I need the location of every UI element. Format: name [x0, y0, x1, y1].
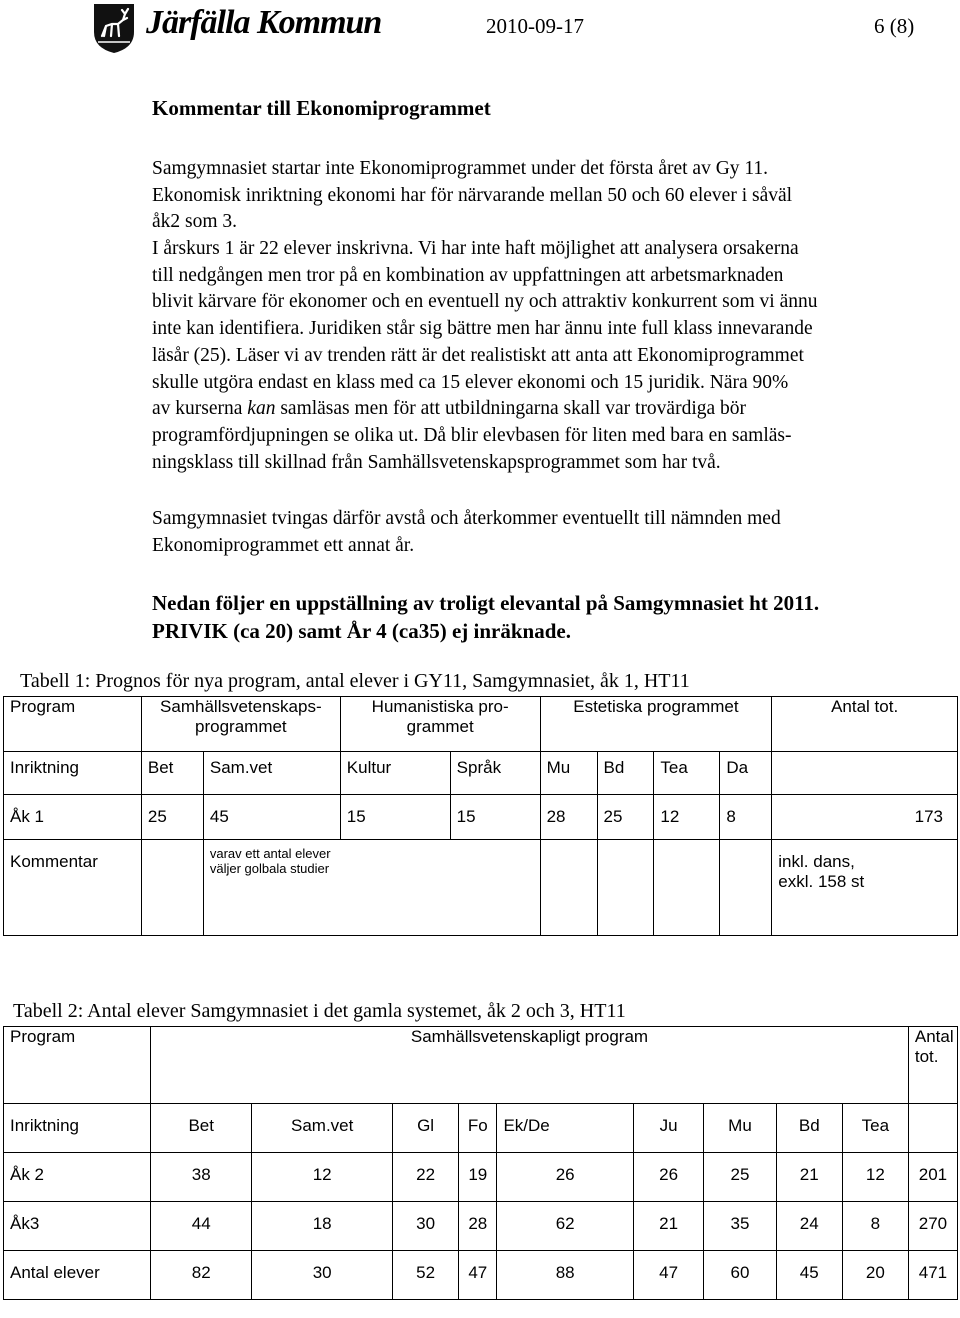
table-cell [340, 697, 540, 752]
table1-inriktning-row [4, 752, 958, 795]
table-cell-text: 18 [312, 1214, 332, 1233]
text-line: blivit kärvare för ekonomer och en eventuell ny och attraktiv konkurrent som vi ännu [152, 291, 818, 313]
table-cell [151, 1251, 252, 1300]
table-cell-text: 44 [191, 1214, 211, 1233]
table-cell [908, 1104, 957, 1153]
table-cell-text: Ju [659, 1116, 678, 1135]
table-cell [776, 1153, 842, 1202]
table-cell [252, 1104, 393, 1153]
table-cell-text: 45 [799, 1263, 819, 1282]
table-cell-text: 26 [659, 1165, 679, 1184]
table-cell [776, 1104, 842, 1153]
table-cell-text: Ek/De [503, 1116, 550, 1135]
table-cell-text: Tea [660, 758, 688, 777]
table-cell-text: Fo [467, 1116, 488, 1135]
table2-caption: Tabell 2: Antal elever Samgymnasiet i det gamla systemet, åk 2 och 3, HT11 [13, 1000, 626, 1022]
table-cell [842, 1153, 908, 1202]
table-cell-text: Bd [603, 758, 625, 777]
table-cell [720, 840, 772, 936]
document-date: 2010-09-17 [486, 14, 584, 38]
table-cell [393, 1202, 459, 1251]
table-cell-text: 25 [147, 807, 167, 826]
table-cell [540, 795, 597, 840]
table-cell-text: programmet [195, 717, 287, 736]
page-header [0, 0, 960, 60]
table-cell-text: 12 [660, 807, 680, 826]
table-cell-text: 15 [346, 807, 366, 826]
table-cell [776, 1202, 842, 1251]
table-cell [772, 840, 958, 936]
table-cell-text: 8 [870, 1214, 881, 1233]
table-cell-text: Sam.vet [209, 758, 273, 777]
table1-ak1-row [4, 795, 958, 840]
table-cell-text: grammet [406, 717, 474, 736]
table-cell-text: inkl. dans, [778, 852, 855, 871]
table-cell-text: 47 [468, 1263, 488, 1282]
table-cell [4, 1153, 151, 1202]
table-cell-text: Inriktning [10, 758, 79, 777]
page-number: 6 (8) [874, 14, 915, 38]
table-cell [597, 752, 654, 795]
table-cell-text: 25 [730, 1165, 750, 1184]
table-cell [393, 1153, 459, 1202]
table-cell-text: 15 [456, 807, 476, 826]
text-line: Samgymnasiet startar inte Ekonomiprogrammet under det första året av Gy 11. [152, 158, 769, 179]
table-cell-text: Antal [914, 1027, 954, 1046]
table-cell-text: Åk 2 [10, 1165, 45, 1184]
table-cell [151, 1104, 252, 1153]
table-cell-text: Kommentar [10, 852, 98, 871]
table-cell-text: Mu [728, 1116, 752, 1135]
table-cell [340, 795, 450, 840]
table-cell [497, 1202, 633, 1251]
table-cell [4, 752, 142, 795]
table-cell [151, 1202, 252, 1251]
table-cell [141, 697, 340, 752]
table-cell [459, 1251, 497, 1300]
bold-note-line: Nedan följer en uppställning av troligt elevantal på Samgymnasiet ht 2011. [152, 591, 820, 615]
table-cell-text: 60 [730, 1263, 750, 1282]
text-line: Ekonomiprogrammet ett annat år. [152, 534, 415, 556]
table-cell [908, 1027, 957, 1104]
table-cell [151, 1153, 252, 1202]
table-cell [4, 1104, 151, 1153]
text-line: Ekonomisk inriktning ekonomi har för närvarande mellan 50 och 60 elever i såväl [152, 184, 793, 206]
table-cell [540, 752, 597, 795]
table-cell [908, 1202, 957, 1251]
table-cell [776, 1251, 842, 1300]
table-cell-text: 20 [865, 1263, 885, 1282]
table-cell: Samhällsvetenskapligt program [151, 1027, 909, 1104]
table2 [3, 1026, 958, 1300]
table-cell-text: 26 [555, 1165, 575, 1184]
table-cell [704, 1251, 776, 1300]
table-cell [540, 840, 597, 936]
table-cell [4, 1251, 151, 1300]
table-cell [842, 1251, 908, 1300]
table-cell-text: tot. [914, 1047, 939, 1066]
table-cell [4, 795, 142, 840]
table-cell [720, 795, 772, 840]
text-line: I årskurs 1 är 22 elever inskrivna. Vi har inte haft möjlighet att analysera orsakerna [152, 238, 799, 259]
table-cell-text: 47 [659, 1263, 679, 1282]
table1 [3, 696, 958, 936]
table-cell [450, 795, 540, 840]
table-cell-text: Antal elever [10, 1263, 100, 1282]
table-cell [497, 1104, 633, 1153]
table-cell-text: 201 [918, 1165, 948, 1184]
bold-note [152, 589, 960, 645]
table-cell [141, 795, 203, 840]
table-cell-text: 82 [191, 1263, 211, 1282]
table-cell [393, 1104, 459, 1153]
table-cell [393, 1251, 459, 1300]
table-cell-text: 35 [730, 1214, 750, 1233]
text-line: till nedgången men tror på en kombination av uppfattningen att arbetsmarknaden [152, 264, 784, 286]
table-cell-text: Kultur [346, 758, 392, 777]
paragraph-analysis [152, 236, 960, 476]
table-cell-text: 12 [865, 1165, 885, 1184]
table-cell: Antal tot. [772, 697, 958, 752]
table-cell [497, 1251, 633, 1300]
table-cell-text: 52 [416, 1263, 436, 1282]
table2-ak2-row [4, 1153, 958, 1202]
table-cell-text: 270 [918, 1214, 948, 1233]
text-line: skulle utgöra endast en klass med ca 15 elever ekonomi och 15 juridik. Nära 90% [152, 371, 789, 393]
table-cell-text: 19 [468, 1165, 488, 1184]
table-cell [772, 795, 958, 840]
table-cell-text: Mu [546, 758, 571, 777]
table-cell-text: varav ett antal elever [209, 846, 331, 861]
table-cell-text: Bd [798, 1116, 820, 1135]
table-cell [203, 795, 340, 840]
table2-inriktning-row [4, 1104, 958, 1153]
table-cell [654, 752, 720, 795]
table-cell [704, 1153, 776, 1202]
municipal-crest-icon [92, 2, 136, 54]
table-cell-text: Åk3 [10, 1214, 40, 1233]
table-cell [597, 795, 654, 840]
table-cell-text: 88 [555, 1263, 575, 1282]
table-cell [252, 1202, 393, 1251]
table-cell [459, 1104, 497, 1153]
table-cell [908, 1251, 957, 1300]
text-line: programfördjupningen se olika ut. Då blir elevbasen för liten med bara en samläs- [152, 424, 792, 446]
table1-caption: Tabell 1: Prognos för nya program, antal elever i GY11, Samgymnasiet, åk 1, HT11 [20, 670, 690, 692]
table-cell-text: Tea [861, 1116, 890, 1135]
table-cell-text: 8 [726, 807, 736, 826]
table-cell-text: 21 [659, 1214, 679, 1233]
table-cell [141, 752, 203, 795]
table-cell: Program [4, 1027, 151, 1104]
table-cell-text: 25 [603, 807, 623, 826]
table-cell [252, 1251, 393, 1300]
table-cell-text: Bet [188, 1116, 214, 1135]
table-cell [4, 840, 142, 936]
text-line: åk2 som 3. [152, 211, 238, 233]
table-cell-text: Inriktning [10, 1116, 79, 1135]
table-cell [597, 840, 654, 936]
table-cell-text: Språk [456, 758, 502, 777]
bold-note-line: PRIVIK (ca 20) samt År 4 (ca35) ej inräknade. [152, 619, 571, 643]
table-cell: Program [4, 697, 142, 752]
paragraph-decision [152, 506, 960, 559]
table-cell [704, 1202, 776, 1251]
table-cell-text: Åk 1 [10, 807, 45, 826]
table-cell [654, 795, 720, 840]
table2-header-row [4, 1027, 958, 1104]
table-cell [497, 1153, 633, 1202]
table-cell [842, 1104, 908, 1153]
table-cell-text: 22 [416, 1165, 436, 1184]
text-line: Samgymnasiet tvingas därför avstå och återkommer eventuellt till nämnden med [152, 508, 781, 529]
table-cell [908, 1153, 957, 1202]
table-cell-text: Humanistiska pro- [371, 697, 509, 716]
table-cell-text: 30 [416, 1214, 436, 1233]
table-cell-text: väljer golbala studier [209, 861, 330, 876]
table-cell-text: 38 [191, 1165, 211, 1184]
table-cell-text: Gl [417, 1116, 435, 1135]
table-cell-text: 45 [209, 807, 229, 826]
table-cell [340, 752, 450, 795]
table-cell [4, 1202, 151, 1251]
table-cell [633, 1104, 703, 1153]
table-cell-text: Da [726, 758, 749, 777]
table-cell-text: Samhällsvetenskaps- [160, 697, 322, 716]
text-line: ningsklass till skillnad från Samhällsvetenskapsprogrammet som har två. [152, 451, 721, 473]
table-cell [772, 752, 958, 795]
table-cell-text: 62 [555, 1214, 575, 1233]
table-cell [654, 840, 720, 936]
table-cell-text: 12 [312, 1165, 332, 1184]
section-heading: Kommentar till Ekonomiprogrammet [152, 96, 491, 120]
table2-ak3-row [4, 1202, 958, 1251]
table-cell [141, 840, 203, 936]
emphasized-word: kan [247, 398, 276, 420]
table2-total-row [4, 1251, 958, 1300]
table-cell [252, 1153, 393, 1202]
table1-header-row [4, 697, 958, 752]
table-cell [720, 752, 772, 795]
table-cell-text: 28 [468, 1214, 488, 1233]
table-cell [450, 752, 540, 795]
table-cell [459, 1202, 497, 1251]
municipality-logo-text: Järfälla Kommun [146, 4, 382, 41]
text-line: inte kan identifiera. Juridiken står sig bättre men har ännu inte full klass innevarande [152, 318, 813, 340]
table-cell-text: 173 [914, 807, 943, 826]
paragraph-intro [152, 156, 960, 236]
text-line-italic-kan: av kurserna kan samläsas men för att utbildningarna skall var trovärdiga bör [152, 398, 747, 420]
table-cell: Estetiska programmet [540, 697, 772, 752]
table-cell [704, 1104, 776, 1153]
table-cell-text: Sam.vet [291, 1116, 354, 1135]
table-cell [203, 752, 340, 795]
table1-kommentar-row [4, 840, 958, 936]
table-cell-text: 24 [799, 1214, 819, 1233]
text-line: läsår (25). Läser vi av trenden rätt är det realistiskt att anta att Ekonomiprogrammet [152, 344, 804, 366]
table-cell-text: exkl. 158 st [778, 872, 865, 891]
table-cell-text: 471 [918, 1263, 948, 1282]
table-cell [633, 1153, 703, 1202]
table-cell [633, 1251, 703, 1300]
table-cell-text: Bet [147, 758, 174, 777]
table-cell-text: 21 [799, 1165, 819, 1184]
table-cell-text: 28 [546, 807, 566, 826]
table-cell [459, 1153, 497, 1202]
table-cell-text: 30 [312, 1263, 332, 1282]
table-cell [203, 840, 540, 936]
table-cell [633, 1202, 703, 1251]
table-cell [842, 1202, 908, 1251]
